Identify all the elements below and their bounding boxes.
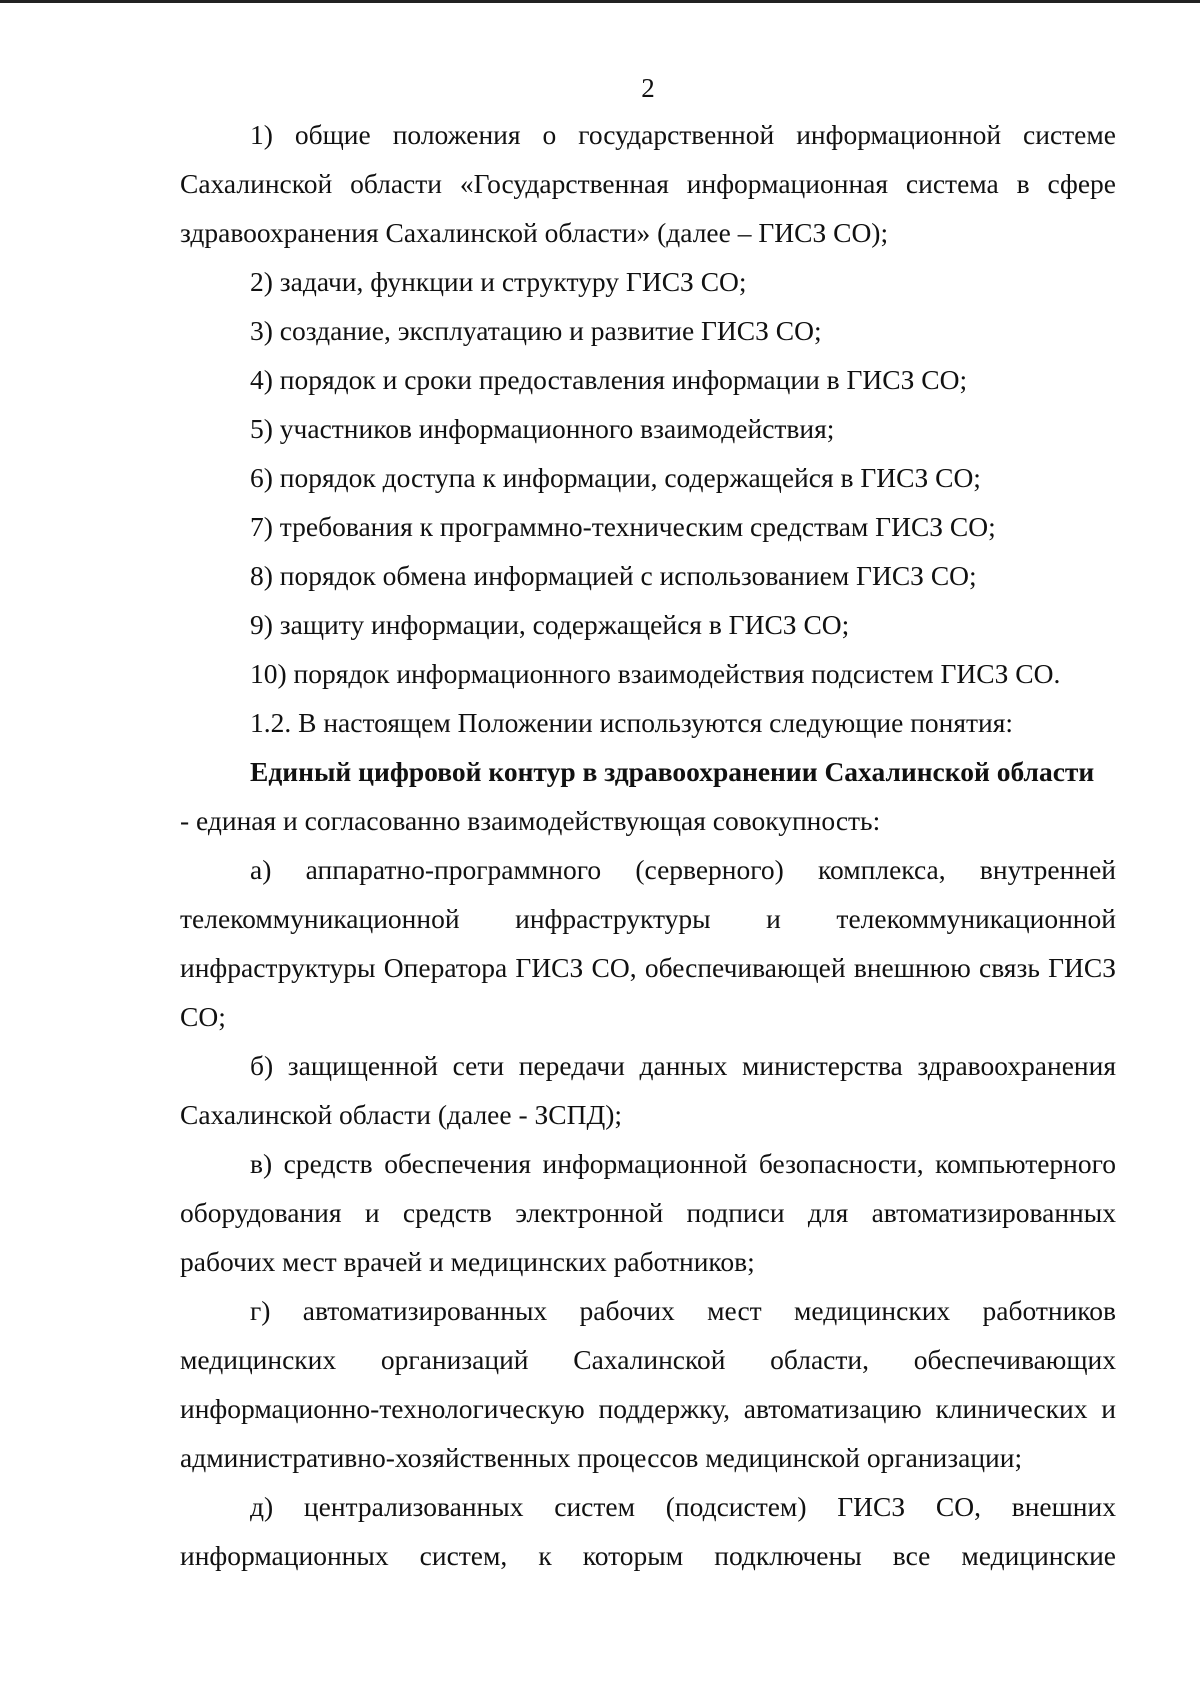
defined-term: Единый цифровой контур в здравоохранении Сахалинской области <box>250 756 1095 787</box>
section-intro: 1.2. В настоящем Положении используются следующие понятия: <box>250 707 1014 738</box>
top-border-line <box>0 0 1200 3</box>
term-definition: - единая и согласованно взаимодействующая совокупность: <box>180 805 881 836</box>
list-item-5: 5) участников информационного взаимодействия; <box>250 413 835 444</box>
list-item-4: 4) порядок и сроки предоставления информации в ГИСЗ СО; <box>250 364 968 395</box>
list-item-7: 7) требования к программно-техническим средствам ГИСЗ СО; <box>250 511 996 542</box>
list-item-10: 10) порядок информационного взаимодействия подсистем ГИСЗ СО. <box>250 658 1061 689</box>
page-number: 2 <box>641 73 655 103</box>
list-item-6: 6) порядок доступа к информации, содержащейся в ГИСЗ СО; <box>250 462 981 493</box>
list-item-9: 9) защиту информации, содержащейся в ГИСЗ СО; <box>250 609 850 640</box>
list-item-3: 3) создание, эксплуатацию и развитие ГИСЗ СО; <box>250 315 822 346</box>
sub-item-g: г) автоматизированных рабочих мест медицинских работников медицинских организаций Сахалинской области, обеспечивающих информационно-технологическую поддержку, автоматизацию клинических и административно-хозяйственных процессов медицинской организации; <box>180 1295 1116 1473</box>
list-item-2: 2) задачи, функции и структуру ГИСЗ СО; <box>250 266 747 297</box>
list-item-1: 1) общие положения о государственной информационной системе Сахалинской области «Государственная информационная система в сфере здравоохранения Сахалинской области» (далее – ГИСЗ СО); <box>180 119 1116 248</box>
sub-item-a: а) аппаратно-программного (серверного) комплекса, внутренней телекоммуникационной инфраструктуры и телекоммуникационной инфраструктуры Оператора ГИСЗ СО, обеспечивающей внешнюю связь ГИСЗ СО; <box>180 854 1116 1032</box>
sub-item-b: б) защищенной сети передачи данных министерства здравоохранения Сахалинской области (далее - ЗСПД); <box>180 1050 1116 1130</box>
term-paragraph <box>180 747 1116 845</box>
list-item-8: 8) порядок обмена информацией с использованием ГИСЗ СО; <box>250 560 977 591</box>
sub-item-v: в) средств обеспечения информационной безопасности, компьютерного оборудования и средств электронной подписи для автоматизированных рабочих мест врачей и медицинских работников; <box>180 1148 1116 1277</box>
document-body <box>180 110 1116 1580</box>
sub-item-d: д) централизованных систем (подсистем) ГИСЗ СО, внешних информационных систем, к которым подключены все медицинские <box>180 1491 1116 1571</box>
